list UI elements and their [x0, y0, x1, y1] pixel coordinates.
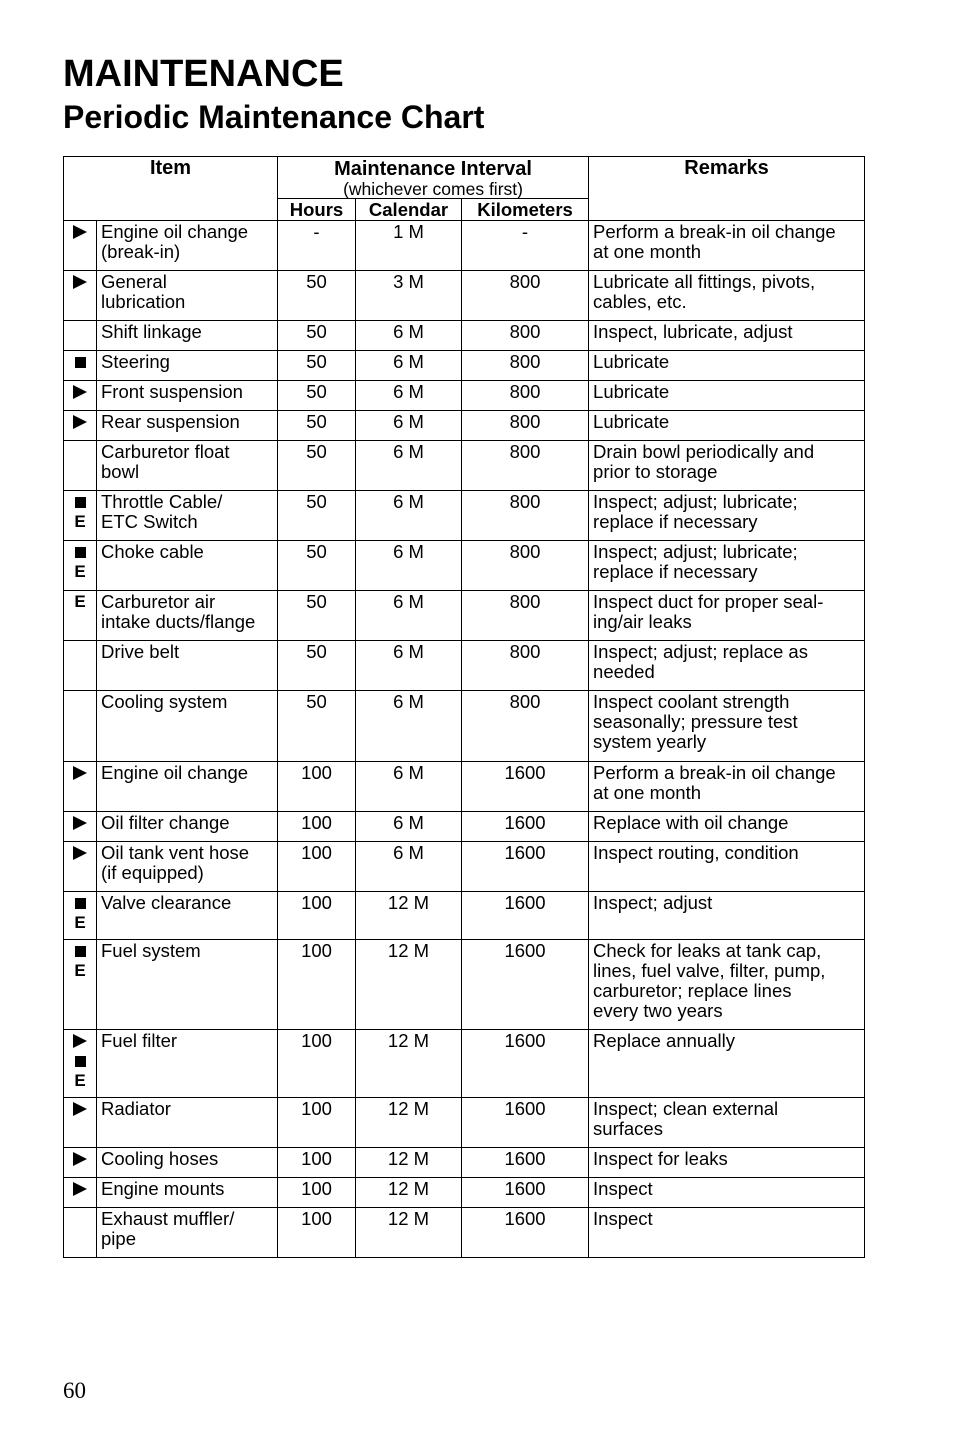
triangle-icon — [68, 412, 92, 432]
table-row — [64, 411, 865, 441]
service-symbols — [64, 1030, 97, 1098]
item-name — [97, 691, 278, 762]
hours-value: 100 — [278, 812, 356, 842]
table-row — [64, 221, 865, 271]
remarks-line: Inspect; adjust; replace as — [593, 641, 808, 662]
e-symbol: E — [74, 913, 86, 932]
remarks-line: Inspect; clean external — [593, 1098, 779, 1119]
table-row — [64, 271, 865, 321]
remarks-line: Lubricate — [593, 351, 670, 372]
table-row — [64, 1030, 865, 1098]
triangle-icon — [68, 382, 92, 402]
calendar-value: 6 M — [356, 491, 462, 541]
item-name-line: Oil tank vent hose — [101, 842, 250, 863]
service-symbols — [64, 842, 97, 892]
square-icon — [68, 893, 92, 913]
calendar-value: 6 M — [356, 762, 462, 812]
service-symbols — [64, 351, 97, 381]
service-symbols — [64, 641, 97, 691]
hours-value: 50 — [278, 441, 356, 491]
item-name — [97, 591, 278, 641]
remarks-line: at one month — [593, 782, 702, 803]
item-name-line: lubrication — [101, 291, 186, 312]
calendar-value: 6 M — [356, 641, 462, 691]
remarks — [589, 1030, 865, 1098]
remarks-line: Inspect; adjust — [593, 892, 713, 913]
item-name-line: Oil filter change — [101, 812, 230, 833]
service-symbols — [64, 691, 97, 762]
service-symbols — [64, 762, 97, 812]
item-name-line: Cooling system — [101, 691, 228, 712]
remarks-line: system yearly — [593, 731, 707, 752]
calendar-value: 6 M — [356, 381, 462, 411]
item-name — [97, 1098, 278, 1148]
table-body — [64, 221, 865, 1258]
header-calendar: Calendar — [356, 199, 462, 221]
item-name — [97, 1208, 278, 1258]
item-name-line: (break-in) — [101, 241, 181, 262]
kilometers-value: 800 — [462, 491, 589, 541]
header-interval-note: (whichever comes first) — [343, 179, 523, 199]
table-row — [64, 691, 865, 762]
calendar-value: 6 M — [356, 351, 462, 381]
header-maintenance-interval — [278, 157, 589, 199]
table-row — [64, 762, 865, 812]
service-symbols — [64, 321, 97, 351]
item-name-line: intake ducts/flange — [101, 611, 256, 632]
item-name-line: Shift linkage — [101, 321, 202, 342]
item-name-line: Drive belt — [101, 641, 180, 662]
item-name — [97, 381, 278, 411]
e-symbol: E — [74, 1071, 86, 1090]
remarks — [589, 762, 865, 812]
square-icon — [68, 492, 92, 512]
remarks-line: Inspect — [593, 1178, 653, 1199]
remarks-line: lines, fuel valve, filter, pump, — [593, 960, 826, 981]
kilometers-value: 1600 — [462, 812, 589, 842]
item-name — [97, 1148, 278, 1178]
triangle-icon — [68, 1031, 92, 1051]
remarks — [589, 940, 865, 1030]
remarks-line: Replace annually — [593, 1030, 735, 1051]
hours-value: 100 — [278, 892, 356, 940]
remarks — [589, 641, 865, 691]
header-remarks: Remarks — [589, 157, 865, 221]
service-symbols — [64, 591, 97, 641]
remarks — [589, 691, 865, 762]
item-name — [97, 1178, 278, 1208]
remarks-line: replace if necessary — [593, 561, 758, 582]
table-row — [64, 1208, 865, 1258]
remarks — [589, 411, 865, 441]
table-row — [64, 321, 865, 351]
item-name — [97, 812, 278, 842]
table-row — [64, 381, 865, 411]
hours-value: 100 — [278, 762, 356, 812]
item-name — [97, 641, 278, 691]
service-symbols — [64, 441, 97, 491]
e-symbol: E — [74, 961, 86, 980]
item-name-line: General — [101, 271, 167, 292]
remarks-line: seasonally; pressure test — [593, 711, 798, 732]
square-icon — [68, 941, 92, 961]
service-symbols — [64, 892, 97, 940]
calendar-value: 6 M — [356, 812, 462, 842]
service-symbols — [64, 221, 97, 271]
item-name — [97, 940, 278, 1030]
hours-value: 50 — [278, 411, 356, 441]
item-name-line: Carburetor air — [101, 591, 216, 612]
calendar-value: 3 M — [356, 271, 462, 321]
calendar-value: 1 M — [356, 221, 462, 271]
calendar-value: 12 M — [356, 1178, 462, 1208]
hours-value: 50 — [278, 351, 356, 381]
e-symbol: E — [74, 512, 86, 531]
remarks-line: needed — [593, 661, 655, 682]
service-symbols — [64, 491, 97, 541]
triangle-icon — [68, 763, 92, 783]
square-icon — [68, 542, 92, 562]
hours-value: 50 — [278, 641, 356, 691]
remarks-line: Inspect duct for proper seal- — [593, 591, 824, 612]
item-name-line: Valve clearance — [101, 892, 232, 913]
remarks — [589, 541, 865, 591]
remarks — [589, 812, 865, 842]
item-name — [97, 321, 278, 351]
calendar-value: 12 M — [356, 892, 462, 940]
item-name — [97, 1030, 278, 1098]
remarks-line: Lubricate — [593, 381, 670, 402]
triangle-icon — [68, 1149, 92, 1169]
page-subtitle: Periodic Maintenance Chart — [63, 99, 485, 135]
square-icon — [68, 352, 92, 372]
item-name — [97, 892, 278, 940]
table-row — [64, 491, 865, 541]
hours-value: 100 — [278, 842, 356, 892]
remarks-line: replace if necessary — [593, 511, 758, 532]
service-symbols — [64, 812, 97, 842]
table-row — [64, 1098, 865, 1148]
item-name-line: Fuel filter — [101, 1030, 178, 1051]
e-symbol: E — [74, 562, 86, 581]
calendar-value: 6 M — [356, 541, 462, 591]
triangle-icon — [68, 222, 92, 242]
kilometers-value: 1600 — [462, 1208, 589, 1258]
hours-value: 100 — [278, 1030, 356, 1098]
maintenance-chart-table — [63, 156, 865, 1258]
hours-value: 50 — [278, 541, 356, 591]
table-row — [64, 1178, 865, 1208]
remarks — [589, 591, 865, 641]
item-name-line: Throttle Cable/ — [101, 491, 223, 512]
item-name-line: Cooling hoses — [101, 1148, 219, 1169]
calendar-value: 12 M — [356, 1148, 462, 1178]
hours-value: 100 — [278, 1148, 356, 1178]
remarks-line: Inspect, lubricate, adjust — [593, 321, 793, 342]
remarks — [589, 381, 865, 411]
service-symbols — [64, 411, 97, 441]
kilometers-value: 1600 — [462, 1098, 589, 1148]
remarks-line: ing/air leaks — [593, 611, 692, 632]
hours-value: - — [278, 221, 356, 271]
service-symbols — [64, 940, 97, 1030]
item-name-line: pipe — [101, 1228, 136, 1249]
kilometers-value: 800 — [462, 271, 589, 321]
item-name — [97, 411, 278, 441]
remarks-line: Lubricate — [593, 411, 670, 432]
calendar-value: 6 M — [356, 591, 462, 641]
item-name-line: Fuel system — [101, 940, 201, 961]
remarks-line: Inspect routing, condition — [593, 842, 799, 863]
kilometers-value: 1600 — [462, 1178, 589, 1208]
item-name-line: Steering — [101, 351, 170, 372]
service-symbols — [64, 271, 97, 321]
triangle-icon — [68, 272, 92, 292]
hours-value: 100 — [278, 940, 356, 1030]
calendar-value: 12 M — [356, 940, 462, 1030]
page-number: 60 — [63, 1378, 86, 1403]
calendar-value: 6 M — [356, 842, 462, 892]
hours-value: 50 — [278, 591, 356, 641]
kilometers-value: 800 — [462, 441, 589, 491]
remarks-line: Replace with oil change — [593, 812, 789, 833]
table-row — [64, 940, 865, 1030]
remarks-line: Perform a break-in oil change — [593, 221, 836, 242]
calendar-value: 6 M — [356, 441, 462, 491]
kilometers-value: 800 — [462, 641, 589, 691]
table-header-row — [64, 157, 865, 199]
remarks-line: surfaces — [593, 1118, 663, 1139]
calendar-value: 6 M — [356, 691, 462, 762]
item-name — [97, 842, 278, 892]
e-symbol: E — [74, 592, 86, 611]
item-name — [97, 541, 278, 591]
item-name — [97, 351, 278, 381]
item-name-line: Choke cable — [101, 541, 204, 562]
remarks — [589, 842, 865, 892]
table-row — [64, 351, 865, 381]
triangle-icon — [68, 1099, 92, 1119]
service-symbols — [64, 1148, 97, 1178]
remarks — [589, 441, 865, 491]
triangle-icon — [68, 843, 92, 863]
calendar-value: 12 M — [356, 1208, 462, 1258]
hours-value: 50 — [278, 271, 356, 321]
remarks — [589, 321, 865, 351]
remarks — [589, 271, 865, 321]
kilometers-value: 800 — [462, 591, 589, 641]
header-kilometers: Kilometers — [462, 199, 589, 221]
table-row — [64, 591, 865, 641]
item-name-line: bowl — [101, 461, 140, 482]
page-title: MAINTENANCE — [63, 53, 344, 95]
table-row — [64, 441, 865, 491]
item-name-line: (if equipped) — [101, 862, 204, 883]
item-name-line: Front suspension — [101, 381, 243, 402]
header-item: Item — [64, 157, 278, 221]
triangle-icon — [68, 1179, 92, 1199]
remarks-line: Perform a break-in oil change — [593, 762, 836, 783]
header-interval-label: Maintenance Interval — [334, 158, 532, 180]
remarks — [589, 1148, 865, 1178]
service-symbols — [64, 381, 97, 411]
item-name-line: Radiator — [101, 1098, 171, 1119]
table-row — [64, 892, 865, 940]
calendar-value: 12 M — [356, 1030, 462, 1098]
kilometers-value: 1600 — [462, 892, 589, 940]
remarks-line: at one month — [593, 241, 702, 262]
item-name-line: Rear suspension — [101, 411, 240, 432]
hours-value: 50 — [278, 321, 356, 351]
kilometers-value: 1600 — [462, 762, 589, 812]
remarks-line: Inspect coolant strength — [593, 691, 790, 712]
header-hours: Hours — [278, 199, 356, 221]
kilometers-value: 800 — [462, 691, 589, 762]
remarks-line: Inspect for leaks — [593, 1148, 728, 1169]
remarks-line: Inspect; adjust; lubricate; — [593, 491, 798, 512]
service-symbols — [64, 1098, 97, 1148]
remarks-line: Inspect — [593, 1208, 653, 1229]
kilometers-value: 1600 — [462, 940, 589, 1030]
table-row — [64, 541, 865, 591]
kilometers-value: 1600 — [462, 1030, 589, 1098]
remarks-line: cables, etc. — [593, 291, 687, 312]
hours-value: 100 — [278, 1098, 356, 1148]
remarks-line: prior to storage — [593, 461, 718, 482]
remarks — [589, 1208, 865, 1258]
service-symbols — [64, 1208, 97, 1258]
remarks-line: Lubricate all fittings, pivots, — [593, 271, 816, 292]
item-name — [97, 491, 278, 541]
service-symbols — [64, 541, 97, 591]
item-name-line: Engine oil change — [101, 221, 249, 242]
remarks-line: every two years — [593, 1000, 723, 1021]
hours-value: 50 — [278, 491, 356, 541]
remarks — [589, 221, 865, 271]
remarks — [589, 1098, 865, 1148]
remarks — [589, 1178, 865, 1208]
remarks-line: Drain bowl periodically and — [593, 441, 815, 462]
kilometers-value: 800 — [462, 541, 589, 591]
remarks — [589, 491, 865, 541]
remarks — [589, 892, 865, 940]
item-name-line: Engine oil change — [101, 762, 249, 783]
item-name-line: Carburetor float — [101, 441, 230, 462]
item-name — [97, 271, 278, 321]
item-name — [97, 762, 278, 812]
item-name-line: Exhaust muffler/ — [101, 1208, 235, 1229]
square-icon — [68, 1051, 92, 1071]
calendar-value: 12 M — [356, 1098, 462, 1148]
triangle-icon — [68, 813, 92, 833]
item-name — [97, 221, 278, 271]
kilometers-value: 800 — [462, 321, 589, 351]
remarks — [589, 351, 865, 381]
item-name — [97, 441, 278, 491]
calendar-value: 6 M — [356, 321, 462, 351]
kilometers-value: 800 — [462, 411, 589, 441]
remarks-line: carburetor; replace lines — [593, 980, 792, 1001]
table-row — [64, 1148, 865, 1178]
kilometers-value: 1600 — [462, 842, 589, 892]
calendar-value: 6 M — [356, 411, 462, 441]
remarks-line: Inspect; adjust; lubricate; — [593, 541, 798, 562]
hours-value: 50 — [278, 691, 356, 762]
remarks-line: Check for leaks at tank cap, — [593, 940, 822, 961]
table-row — [64, 641, 865, 691]
hours-value: 50 — [278, 381, 356, 411]
item-name-line: ETC Switch — [101, 511, 198, 532]
item-name-line: Engine mounts — [101, 1178, 225, 1199]
kilometers-value: 800 — [462, 381, 589, 411]
table-row — [64, 842, 865, 892]
hours-value: 100 — [278, 1178, 356, 1208]
kilometers-value: 800 — [462, 351, 589, 381]
service-symbols — [64, 1178, 97, 1208]
hours-value: 100 — [278, 1208, 356, 1258]
table-row — [64, 812, 865, 842]
kilometers-value: - — [462, 221, 589, 271]
kilometers-value: 1600 — [462, 1148, 589, 1178]
